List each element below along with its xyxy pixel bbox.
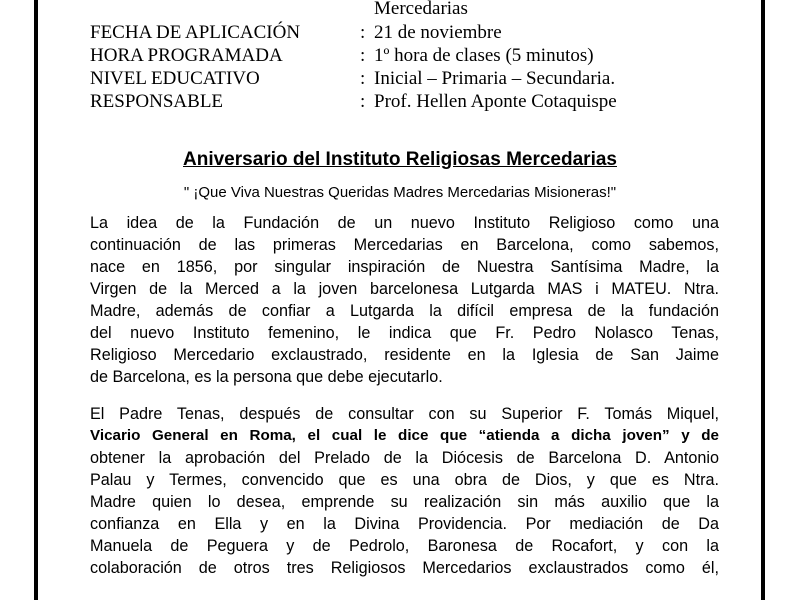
paragraph-1-line: Virgen de la Merced a la joven barcelonesa Lutgarda MAS i MATEU. Ntra. xyxy=(90,280,719,298)
paragraph-1-line: de Barcelona, es la persona que debe ejecutarlo. xyxy=(90,368,443,386)
header-label-responsable: RESPONSABLE xyxy=(90,91,224,112)
header-row-nivel xyxy=(90,67,750,90)
paragraph-1-line: continuación de las primeras Mercedarias en Barcelona, como sabemos, xyxy=(90,236,719,254)
document-title: Aniversario del Instituto Religiosas Mercedarias xyxy=(183,149,617,170)
paragraph-1-line: Madre, además de confiar a Lutgarda la difícil empresa de la fundación xyxy=(90,302,719,320)
paragraph-1 xyxy=(90,212,719,388)
paragraph-2-line: Manuela de Peguera y de Pedrolo, Baronesa de Rocafort, y con la xyxy=(90,537,719,555)
paragraph-2 xyxy=(90,403,719,579)
header-label-nivel: NIVEL EDUCATIVO xyxy=(90,68,260,89)
page-border-left xyxy=(34,0,38,600)
paragraph-2-line: Madre quien lo desea, emprende su realización sin más auxilio que la xyxy=(90,493,719,511)
header-colon-responsable: : xyxy=(360,91,366,112)
header-label-hora: HORA PROGRAMADA xyxy=(90,45,283,66)
paragraph-1-line: La idea de la Fundación de un nuevo Instituto Religioso como una xyxy=(90,214,719,232)
header-colon-hora: : xyxy=(360,45,366,66)
page-border-right xyxy=(761,0,765,600)
paragraph-2-line: colaboración de otros tres Religiosos Mercedarios exclaustrados como él, xyxy=(90,559,719,577)
header-value-responsable: Prof. Hellen Aponte Cotaquispe xyxy=(374,91,617,112)
document-subtitle: " ¡Que Viva Nuestras Queridas Madres Mercedarias Misioneras!" xyxy=(183,184,617,201)
paragraph-2-line-bold: Vicario General en Roma, el cual le dice que “atienda a dicha joven” y de xyxy=(90,427,719,444)
header-info-block xyxy=(90,0,750,113)
header-colon-fecha: : xyxy=(360,22,366,43)
header-row-responsable xyxy=(90,90,750,113)
header-row-hora xyxy=(90,44,750,67)
header-top-fragment-row xyxy=(90,0,750,21)
header-colon-nivel: : xyxy=(360,68,366,89)
paragraph-2-line: obtener la aprobación del Prelado de la Diócesis de Barcelona D. Antonio xyxy=(90,449,719,467)
header-value-fecha: 21 de noviembre xyxy=(374,22,502,43)
header-value-hora: 1º hora de clases (5 minutos) xyxy=(374,45,594,66)
header-top-fragment: Mercedarias xyxy=(374,0,468,19)
paragraph-1-line: Religioso Mercedario exclaustrado, residente en la Iglesia de San Jaime xyxy=(90,346,719,364)
paragraph-1-line: del nuevo Instituto femenino, le indica que Fr. Pedro Nolasco Tenas, xyxy=(90,324,719,342)
paragraph-2-line: Palau y Termes, convencido que es una obra de Dios, y que es Ntra. xyxy=(90,471,719,489)
paragraph-2-line: confianza en Ella y en la Divina Providencia. Por mediación de Da xyxy=(90,515,719,533)
header-value-nivel: Inicial – Primaria – Secundaria. xyxy=(374,68,616,89)
paragraph-2-line: El Padre Tenas, después de consultar con su Superior F. Tomás Miquel, xyxy=(90,405,719,423)
header-label-fecha: FECHA DE APLICACIÓN xyxy=(90,22,301,43)
paragraph-1-line: nace en 1856, por singular inspiración de Nuestra Santísima Madre, la xyxy=(90,258,719,276)
header-row-fecha xyxy=(90,21,750,44)
